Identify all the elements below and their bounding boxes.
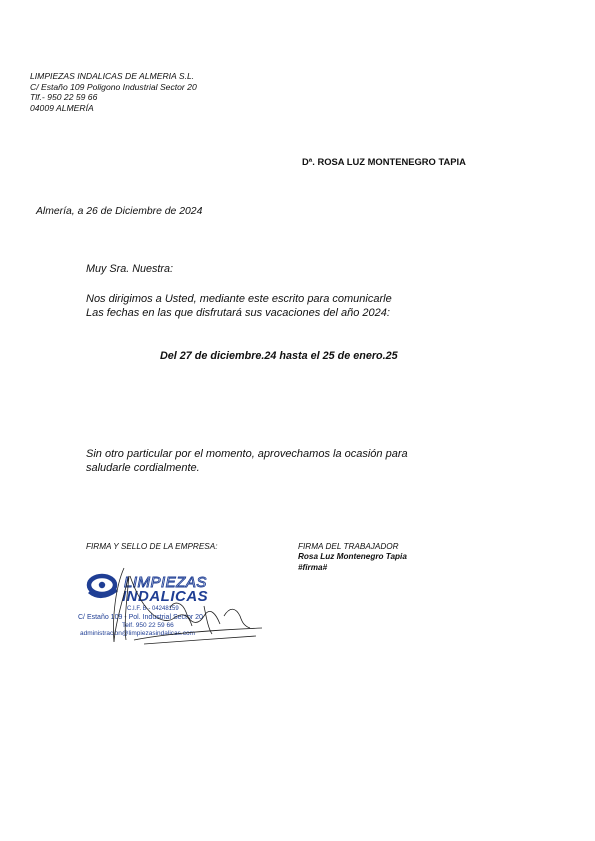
sender-city: 04009 ALMERÍA bbox=[30, 102, 94, 113]
greeting: Muy Sra. Nuestra: bbox=[86, 263, 174, 275]
body-line: Nos dirigimos a Usted, mediante este escrito para comunicarle bbox=[86, 293, 392, 305]
stamp-logo-line2: INDALICAS bbox=[122, 588, 209, 605]
stamp-cif: C.I.F. B - 04248159 bbox=[127, 606, 179, 612]
vacation-period: Del 27 de diciembre.24 hasta el 25 de enero.25 bbox=[160, 350, 398, 362]
body-line: Las fechas en las que disfrutará sus vacaciones del año 2024: bbox=[86, 306, 390, 319]
sender-address: C/ Estaño 109 Poligono Industrial Sector 20 bbox=[30, 81, 197, 92]
company-stamp bbox=[74, 556, 264, 646]
recipient-name: Dª. ROSA LUZ MONTENEGRO TAPIA bbox=[302, 156, 466, 167]
worker-signature-label: FIRMA DEL TRABAJADOR bbox=[298, 542, 399, 551]
sender-address-block bbox=[30, 71, 197, 113]
company-signature-label: FIRMA Y SELLO DE LA EMPRESA: bbox=[86, 542, 218, 551]
worker-signature-block bbox=[298, 542, 407, 573]
closing-paragraph bbox=[86, 448, 408, 475]
stamp-address: C/ Estaño 109 - Pol. Industrial Sector 20 bbox=[78, 614, 203, 621]
worker-signature-placeholder: #firma# bbox=[298, 562, 328, 572]
sender-company: LIMPIEZAS INDALICAS DE ALMERIA S.L. bbox=[30, 71, 195, 81]
worker-name: Rosa Luz Montenegro Tapia bbox=[298, 552, 407, 562]
closing-line: saludarle cordialmente. bbox=[86, 461, 200, 474]
closing-line: Sin otro particular por el momento, aprovechamos la ocasión para bbox=[86, 448, 408, 460]
stamp-phone: Telf. 950 22 59 66 bbox=[122, 622, 174, 629]
body-paragraph bbox=[86, 293, 392, 320]
sender-phone: Tlf.- 950 22 59 66 bbox=[30, 92, 98, 103]
company-logo-icon bbox=[89, 576, 117, 597]
date-line: Almería, a 26 de Diciembre de 2024 bbox=[36, 206, 203, 217]
stamp-email: administracion@limpiezasindalicas.com bbox=[80, 630, 195, 637]
company-stamp-graphic bbox=[74, 556, 264, 646]
stamp-logo-line1: LIMPIEZAS bbox=[124, 574, 207, 591]
